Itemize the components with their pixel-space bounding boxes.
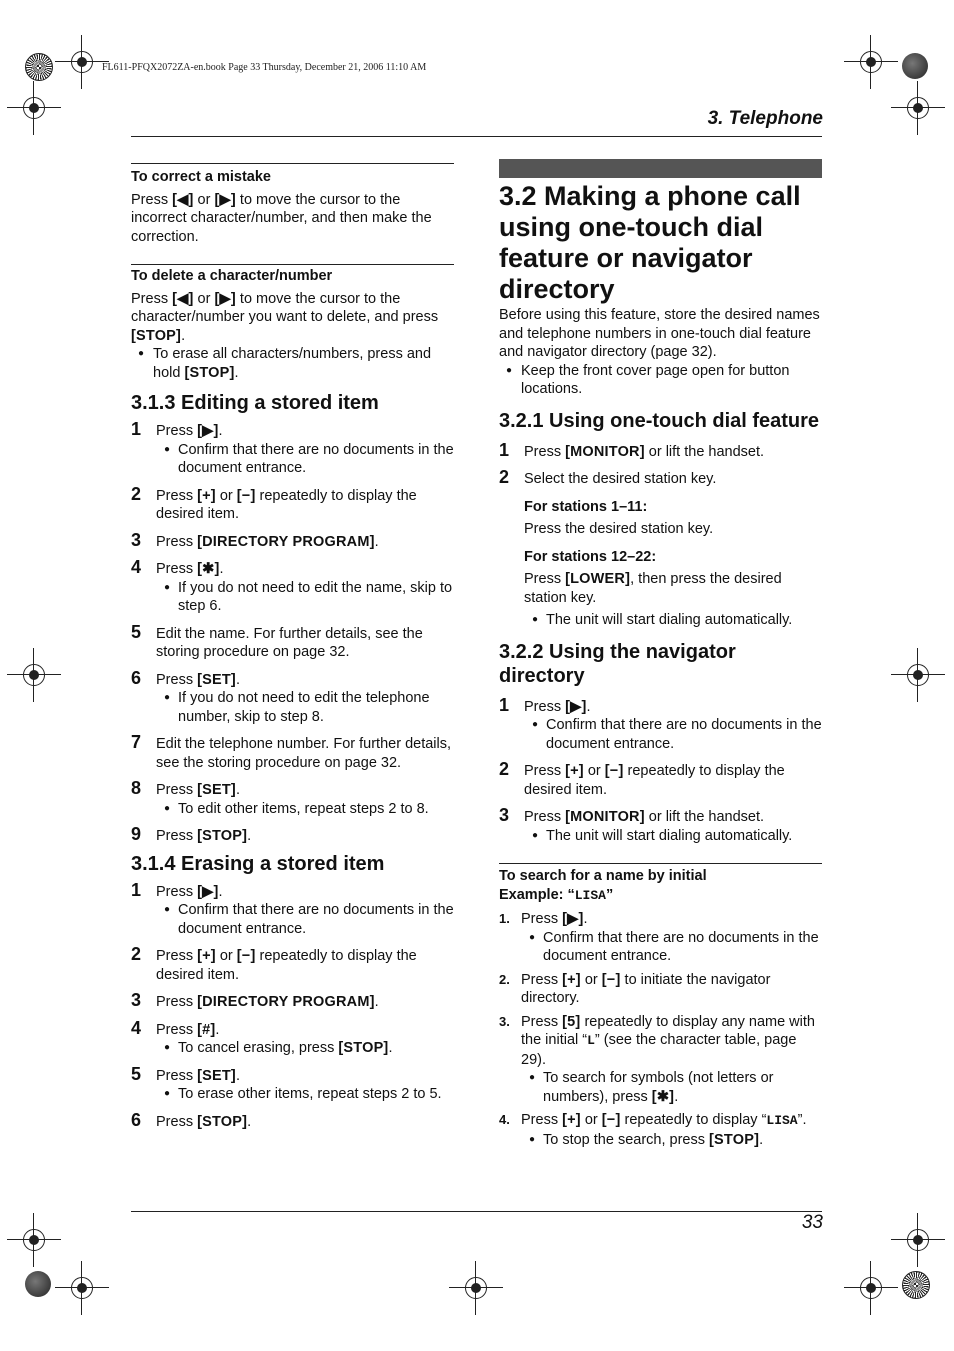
edit-step-9: 9 Press [STOP]. (131, 824, 252, 844)
delete-bullet: ● To erase all characters/numbers, press and hold [STOP]. (131, 345, 454, 382)
edit-heading: 3.1.3 Editing a stored item (131, 392, 379, 414)
erase-steps (131, 879, 454, 1132)
correct-heading: To correct a mistake (131, 169, 271, 185)
step-bullet: ● If you do not need to edit the telephone number, skip to step 8. (156, 689, 454, 726)
registration-burst-icon (25, 53, 53, 81)
onetouch-heading: 3.2.1 Using one-touch dial feature (499, 409, 820, 432)
erase-step-1: 1 Press [▶]. ● Confirm that there are no documents in the document entrance. (131, 883, 454, 939)
edit-step-3: 3 Press [DIRECTORY PROGRAM]. (131, 529, 379, 550)
edit-step-5: 5 Edit the name. For further details, see the storing procedure on page 32. (131, 621, 423, 660)
registration-solid-icon (25, 1271, 51, 1297)
erase-heading: 3.1.4 Erasing a stored item (131, 852, 385, 875)
edit-step-7: 7 Edit the telephone number. For further details, see the storing procedure on page 32. (131, 732, 452, 771)
registration-mark-icon (65, 45, 99, 79)
delete-text: Press [◀] or [▶] to move the cursor to the character/number you want to delete, and press [STOP]. (131, 290, 439, 344)
registration-burst-icon (902, 1271, 930, 1299)
registration-mark-icon (17, 658, 51, 692)
step-bullet: ● To erase other items, repeat steps 2 to 5. (156, 1085, 454, 1104)
search-step-4: 4. Press [+] or [−] repeatedly to display “LISA”. ● To stop the search, press [STOP]. (499, 1111, 822, 1149)
stations-2: For stations 12–22: Press [LOWER], then press the desired station key. (524, 548, 782, 606)
search-step-1: 1. Press [▶]. ● Confirm that there are no documents in the document entrance. (499, 910, 822, 966)
search-heading: To search for a name by initial (499, 868, 707, 884)
left-column (131, 163, 454, 1131)
correct-section (131, 163, 454, 246)
registration-mark-icon (459, 1271, 493, 1305)
footer-rule (131, 1211, 822, 1212)
search-section (499, 863, 822, 1149)
edit-step-6: 6 Press [SET]. ● If you do not need to edit the telephone number, skip to step 8. (131, 671, 454, 727)
step-bullet: ● If you do not need to edit the name, skip to step 6. (156, 579, 454, 616)
nav-step-1: 1 Press [▶]. ● Confirm that there are no documents in the document entrance. (499, 698, 822, 754)
correct-text: Press [◀] or [▶] to move the cursor to the incorrect character/number, and then make the correction. (131, 191, 432, 245)
edit-step-8: 8 Press [SET]. ● To edit other items, repeat steps 2 to 8. (131, 781, 454, 818)
registration-mark-icon (901, 658, 935, 692)
edit-step-1: 1 Press [▶]. ● Confirm that there are no documents in the document entrance. (131, 422, 454, 478)
nav-step-3: 3 Press [MONITOR] or lift the handset. ● The unit will start dialing automatically. (499, 808, 822, 845)
ot-bullet: ● The unit will start dialing automatically. (524, 611, 822, 630)
erase-step-6: 6 Press [STOP]. (131, 1109, 252, 1130)
registration-mark-icon (901, 91, 935, 125)
registration-mark-icon (854, 45, 888, 79)
erase-step-5: 5 Press [SET]. ● To erase other items, repeat steps 2 to 5. (131, 1067, 454, 1104)
erase-step-3: 3 Press [DIRECTORY PROGRAM]. (131, 990, 379, 1010)
delete-heading: To delete a character/number (131, 268, 333, 284)
nav-heading: 3.2.2 Using the navigator directory (499, 640, 736, 687)
section-bar (499, 159, 822, 178)
page-number: 33 (801, 1212, 823, 1233)
ot-step-2: 2 Select the desired station key. (499, 467, 717, 487)
registration-mark-icon (17, 91, 51, 125)
step-bullet: ● To cancel erasing, press [STOP]. (156, 1039, 454, 1058)
intro-text: Before using this feature, store the desired names and telephone numbers in one-touch dial feature and navigator directory (page 32). (499, 307, 820, 360)
search-step-3: 3. Press [5] repeatedly to display any name with the initial “L” (see the character table, page 29). ● To search for symbols (not letters or numbers), press [✱]. (499, 1013, 822, 1107)
registration-mark-icon (65, 1271, 99, 1305)
search-example: Example: “LISA” (499, 886, 614, 903)
erase-step-2: 2 Press [+] or [−] repeatedly to display the desired item. (131, 944, 417, 983)
stations-1: For stations 1–11: Press the desired station key. (524, 498, 714, 537)
step-bullet: ● Confirm that there are no documents in the document entrance. (156, 901, 454, 938)
right-column (499, 181, 822, 1149)
ot-bullet-wrap (499, 611, 822, 630)
intro-bullet: ● Keep the front cover page open for button locations. (499, 362, 822, 399)
registration-mark-icon (17, 1223, 51, 1257)
chapter-title: 3. Telephone (707, 108, 823, 129)
nav-step-2: 2 Press [+] or [−] repeatedly to display the desired item. (499, 759, 785, 798)
main-heading: 3.2 Making a phone call using one-touch dial feature or navigator directory (499, 181, 801, 304)
edit-steps (131, 419, 454, 846)
header-rule (131, 136, 822, 137)
edit-step-2: 2 Press [+] or [−] repeatedly to display the desired item. (131, 483, 417, 522)
step-bullet: ● To edit other items, repeat steps 2 to 8. (156, 800, 454, 819)
print-header: FL611-PFQX2072ZA-en.book Page 33 Thursday, December 21, 2006 11:10 AM (102, 62, 427, 73)
erase-step-4: 4 Press [#]. ● To cancel erasing, press [STOP]. (131, 1021, 454, 1058)
registration-mark-icon (901, 1223, 935, 1257)
registration-mark-icon (854, 1271, 888, 1305)
ot-step-1: 1 Press [MONITOR] or lift the handset. (499, 439, 765, 460)
search-step-2: 2. Press [+] or [−] to initiate the navigator directory. (499, 971, 771, 1006)
delete-section (131, 264, 454, 382)
registration-solid-icon (902, 53, 928, 79)
edit-step-4: 4 Press [✱]. ● If you do not need to edit the name, skip to step 6. (131, 560, 454, 616)
step-bullet: ● Confirm that there are no documents in the document entrance. (156, 441, 454, 478)
